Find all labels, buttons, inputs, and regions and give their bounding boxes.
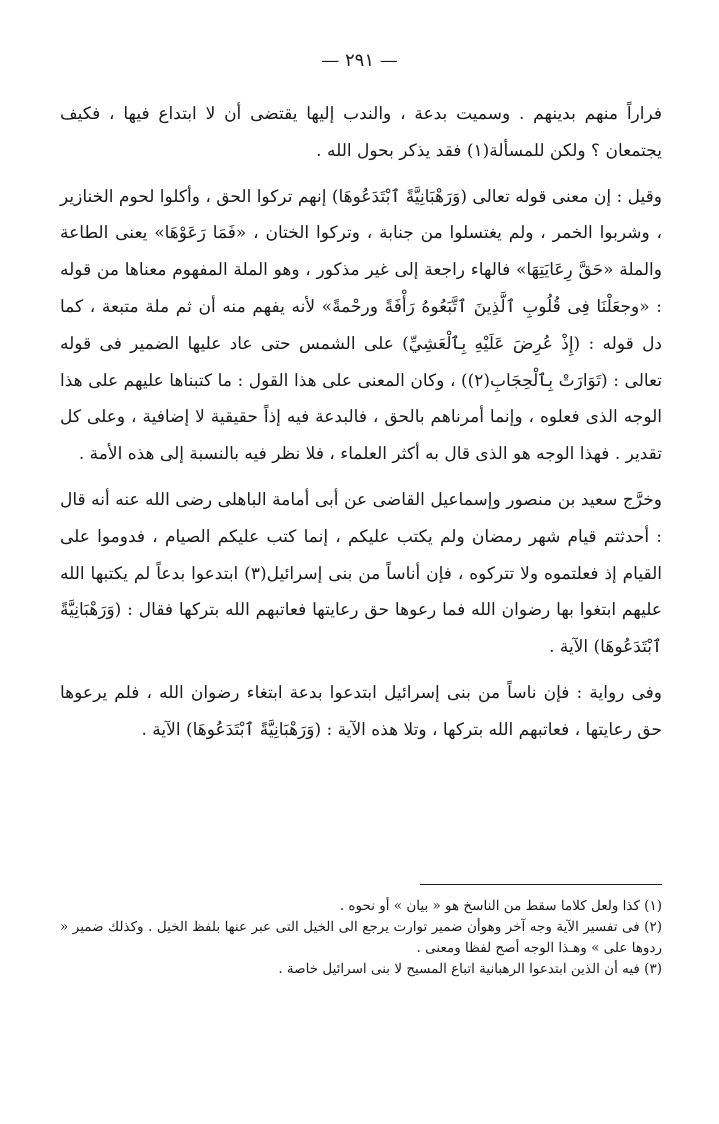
footnote: (٢) فى تفسير الآية وجه آخر وهوأن ضمير توارت يرجع الى الخيل التى عبر عنها بلفظ الخيل . وكذلك ضمير « ردوها على » وهـذا الوجه أصح لفظا ومعنى . [60,919,662,956]
paragraph-gap [60,170,662,179]
paragraph: وخرَّج سعيد بن منصور وإسماعيل القاضى عن أبى أمامة الباهلى رضى الله عنه أنه قال : أحدثتم قيام شهر رمضان ولم يكتب عليكم ، إنما كتب عليكم الصيام ، فدوموا على القيام إذ فعلتموه ولا تتركوه ، فإن أناساً من بنى إسرائيل(٣) ابتدعوا بدعاً لم يكتبها الله عليهم ابتغوا بها رضوان الله فما رعوها حق رعايتها فعاتبهم الله بتركها فقال : (وَرَهْبَانِيَّةً ٱبْتَدَعُوهَا) الآية . [60,489,662,658]
paragraph-gap [60,666,662,675]
footnotes [60,896,662,980]
page-number: — ٢٩١ — [321,50,398,71]
footnote: (٣) فيه أن الذين ابتدعوا الرهبانية اتباع المسيح لا بنى اسرائيل خاصة . [278,961,662,977]
paragraph-gap [60,473,662,482]
paragraph: وفى رواية : فإن ناساً من بنى إسرائيل ابتدعوا بدعة ابتغاء رضوان الله ، فلم يرعوها حق رعايتها ، فعاتبهم الله بتركها ، وتلا هذه الآية : (وَرَهْبَانِيَّةً ٱبْتَدَعُوهَا) الآية . [60,682,662,740]
paragraph: وقيل : إن معنى قوله تعالى (وَرَهْبَانِيَّةً ٱبْتَدَعُوهَا) إنهم تركوا الحق ، وأكلوا لحوم الخنازير ، وشربوا الخمر ، ولم يغتسلوا من جنابة ، وتركوا الختان ، «فَمَا رَعَوْهَا» يعنى الطاعة والملة «حَقَّ رِعَايَتِهَا» فالهاء راجعة إلى غير مذكور ، وهو الملة المفهوم معناها من قوله : «وجعَلْنَا فِى قُلُوبِ ٱلَّذِينَ ٱتَّبَعُوهُ رَأْفَةً ورحْمةً» لأنه يفهم منه أن ثم ملة متبعة ، كما دل قوله : (إِذْ عُرِضَ عَلَيْهِ بِٱلْعَشِيِّ) على الشمس حتى عاد عليها الضمير فى قوله تعالى : (تَوَارَتْ بِٱلْحِجَابِ(٢)) ، وكان المعنى على هذا القول : ما كتبناها عليهم على هذا الوجه الذى فعلوه ، وإنما أمرناهم بالحق ، فالبدعة فيه إذاً حقيقية لا إضافية ، وعلى كل تقدير . فهذا الوجه هو الذى قال به أكثر العلماء ، فلا نظر فيه بالنسبة إلى هذه الأمة . [60,186,662,465]
footnote: (١) كذا ولعل كلاما سقط من الناسخ هو « بيان » أو نحوه . [339,898,662,914]
main-text [60,96,662,749]
footnote-divider [420,884,662,885]
paragraph: فراراً منهم بدينهم . وسميت بدعة ، والندب إليها يقتضى أن لا ابتداع فيها ، فكيف يجتمعان ؟ ولكن للمسألة(١) فقد يذكر بحول الله . [60,104,662,161]
